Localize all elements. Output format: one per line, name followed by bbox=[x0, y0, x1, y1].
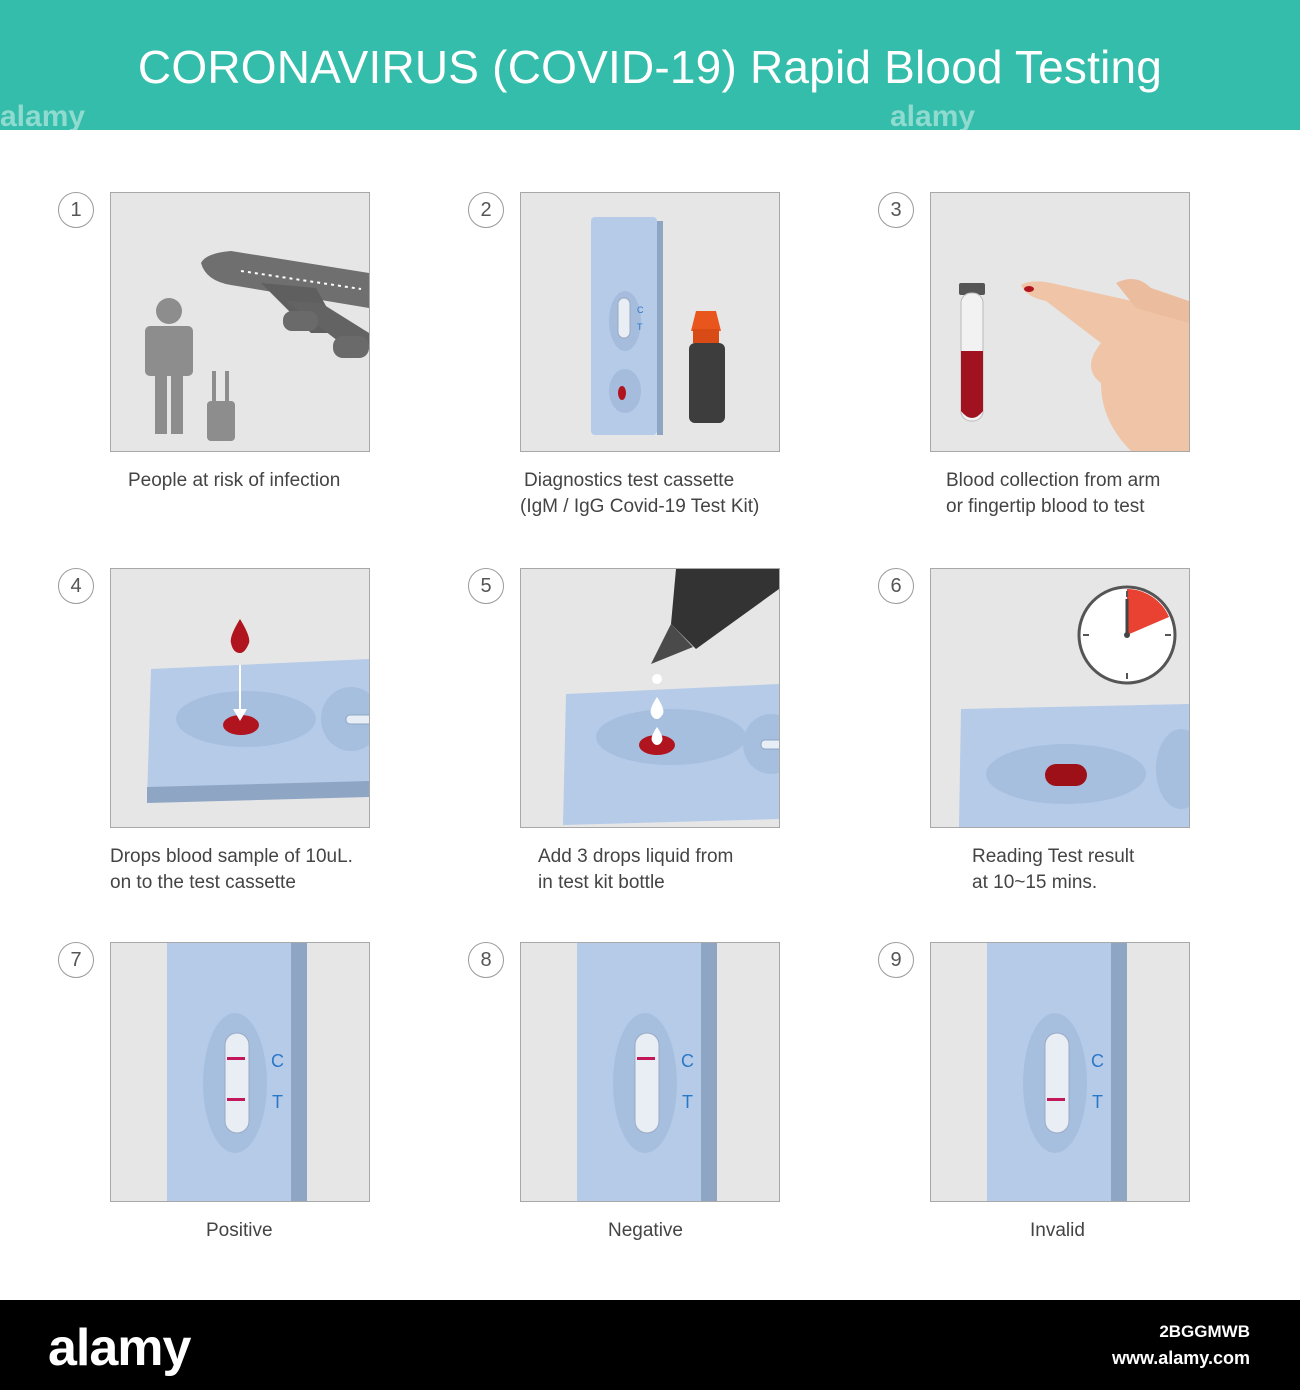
step-4-caption bbox=[110, 844, 398, 896]
traveler-airplane-icon bbox=[111, 193, 369, 451]
site-url: www.alamy.com bbox=[1111, 1348, 1250, 1368]
cassette-c-label: C bbox=[637, 305, 644, 315]
test-cassette-icon bbox=[521, 193, 779, 451]
positive-result-icon bbox=[111, 943, 369, 1201]
step-8-illustration bbox=[520, 942, 780, 1202]
caption-line: Add 3 drops liquid from bbox=[538, 846, 734, 867]
invalid-result-icon bbox=[931, 943, 1189, 1201]
step-2-illustration bbox=[520, 192, 780, 452]
image-id: 2BGGMWB bbox=[1159, 1322, 1250, 1341]
caption-line: or fingertip blood to test bbox=[946, 496, 1145, 517]
c-label: C bbox=[681, 1051, 694, 1071]
step-5-illustration bbox=[520, 568, 780, 828]
watermark: alamy bbox=[890, 100, 976, 133]
caption-line: Invalid bbox=[1030, 1220, 1085, 1241]
step-3-caption bbox=[930, 468, 1218, 520]
t-label: T bbox=[682, 1092, 693, 1112]
step-number: 3 bbox=[878, 192, 914, 228]
step-6-illustration bbox=[930, 568, 1190, 828]
caption-line: Diagnostics test cassette bbox=[524, 470, 735, 491]
step-9-caption bbox=[930, 1218, 1218, 1244]
step-number: 5 bbox=[468, 568, 504, 604]
step-3-illustration bbox=[930, 192, 1190, 452]
step-1-caption bbox=[110, 468, 398, 494]
step-2-caption bbox=[520, 468, 808, 520]
dropper-bottle-icon bbox=[521, 569, 779, 827]
step-7-illustration bbox=[110, 942, 370, 1202]
caption-line: Blood collection from arm bbox=[946, 470, 1161, 491]
step-8-caption bbox=[520, 1218, 808, 1244]
negative-result-icon bbox=[521, 943, 779, 1201]
step-number: 9 bbox=[878, 942, 914, 978]
step-number: 6 bbox=[878, 568, 914, 604]
step-1-illustration bbox=[110, 192, 370, 452]
t-label: T bbox=[272, 1092, 283, 1112]
c-label: C bbox=[271, 1051, 284, 1071]
caption-line: at 10~15 mins. bbox=[972, 872, 1098, 893]
footer-bar bbox=[0, 1300, 1300, 1390]
caption-line: Negative bbox=[608, 1220, 683, 1241]
blood-collection-icon bbox=[931, 193, 1189, 451]
step-number: 1 bbox=[58, 192, 94, 228]
caption-line: Positive bbox=[206, 1220, 273, 1241]
step-4-illustration bbox=[110, 568, 370, 828]
caption-line: in test kit bottle bbox=[538, 872, 665, 893]
watermark: alamy bbox=[0, 100, 86, 133]
step-6-caption bbox=[930, 844, 1218, 896]
step-9-illustration bbox=[930, 942, 1190, 1202]
step-number: 2 bbox=[468, 192, 504, 228]
caption-line: Reading Test result bbox=[972, 846, 1135, 867]
step-number: 7 bbox=[58, 942, 94, 978]
page-title: CORONAVIRUS (COVID-19) Rapid Blood Testing bbox=[137, 41, 1163, 93]
blood-drop-icon bbox=[111, 569, 369, 827]
alamy-logo: alamy bbox=[48, 1319, 191, 1377]
caption-line: (IgM / IgG Covid-19 Test Kit) bbox=[520, 496, 760, 517]
step-7-caption bbox=[110, 1218, 398, 1244]
step-5-caption bbox=[520, 844, 808, 896]
t-label: T bbox=[1092, 1092, 1103, 1112]
caption-line: Drops blood sample of 10uL. bbox=[110, 846, 353, 867]
timer-icon bbox=[931, 569, 1189, 827]
step-number: 4 bbox=[58, 568, 94, 604]
cassette-t-label: T bbox=[637, 322, 643, 332]
step-number: 8 bbox=[468, 942, 504, 978]
header-banner bbox=[0, 0, 1300, 133]
c-label: C bbox=[1091, 1051, 1104, 1071]
caption-line: People at risk of infection bbox=[128, 470, 341, 491]
caption-line: on to the test cassette bbox=[110, 872, 296, 893]
